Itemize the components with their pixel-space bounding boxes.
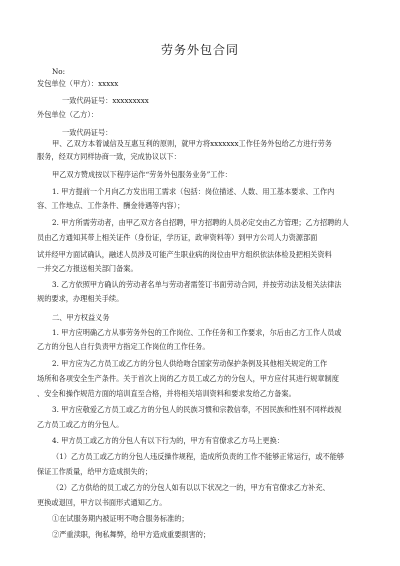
body-line: 乙方员工或乙方的分包人。 xyxy=(37,420,124,429)
body-line: （1）乙方员工或乙方的分包人违反操作规程，造成所负责的工作不能够正常运行，或不能够 xyxy=(52,452,345,461)
document-title: 劳务外包合同 xyxy=(160,43,239,57)
party-b-credit-code: 一致代码证号： xyxy=(62,128,113,137)
body-line: 甲、乙双方本着诚信及互惠互利的原则，就甲方将xxxxxxx工作任务外包给乙方进行劳务 xyxy=(52,139,332,148)
body-line: 甲乙双方赞成按以下程序运作“劳务外包服务业务”工作： xyxy=(52,170,232,179)
body-line: 规的要求，办理相关手续。 xyxy=(37,294,124,303)
body-line: 1. 甲方提前一个月向乙方发出用工需求（包括：岗位描述、人数、用工基本要求、工作内 xyxy=(52,187,335,196)
body-line: 服务，经双方同样协商一致，完成协议以下： xyxy=(37,152,181,161)
body-line: 保证工作质量，给甲方造成损失的； xyxy=(37,467,153,476)
body-line: 员由乙方通知其带上相关证件（身份证，学历证，政审资料等）到甲方公司人力资源部面 xyxy=(37,233,318,242)
body-line: 试并经甲方面试确认，融述人员涉及可能产生职业病的岗位由甲方组织依法体检及把相关资料 xyxy=(37,250,332,259)
body-line: 3. 甲方应敬爱乙方员工或乙方的分包人的民族习惯和宗教信奉，不因民族和性别不同样歧视 xyxy=(52,405,342,414)
body-line: 更换或退回，甲方以书面形式通知乙方。 xyxy=(37,498,167,507)
body-line: 、安全和操作规范方面的培训直至合格，并将相关培训资料和要求发给乙方备案。 xyxy=(37,389,296,398)
body-line: 1. 甲方应明确乙方从事劳务外包的工作岗位、工作任务和工作要求，尔后由乙方工作人员或 xyxy=(52,328,342,337)
party-a-line: 发包单位（甲方）：xxxxx xyxy=(37,79,119,88)
body-line: 2. 甲方应为乙方员工或乙方的分包人供给吻合国家劳动保护条例及其他相关规定的工作 xyxy=(52,359,328,368)
body-line: ②严重渎职，徇私舞弊，给甲方造成重要损害的； xyxy=(52,530,211,539)
body-line: 场所和各项安全生产条件。关于首次上岗的乙方员工或乙方的分包人，甲方应付其进行规章制度 xyxy=(37,374,339,383)
body-line: ①在试服务期内被证明不吻合服务标准的； xyxy=(52,514,189,523)
body-line: 一并交乙方报送相关部门备案。 xyxy=(37,264,138,273)
body-line: 容、工作地点、工作条件、酬金待遇等内容）； xyxy=(37,201,185,210)
body-line: 3. 乙方依照甲方确认的劳动者名单与劳动者需签订书面劳动合同，并按劳动法及相关法律法 xyxy=(52,280,342,289)
body-line: （2）乙方供给的员工或乙方的分包人如有以以下状况之一的，甲方有官僚求乙方补充、 xyxy=(52,483,330,492)
party-a-credit-code: 一致代码证号：xxxxxxxxx xyxy=(62,96,149,105)
body-line: 4. 甲方员工或乙方的分包人有以下行为的，甲方有官僚求乙方马上更换： xyxy=(52,436,284,445)
body-line: 乙方的分包人自行负责甲方指定工作岗位的工作任务。 xyxy=(37,342,210,351)
section-heading: 二、甲方权益义务 xyxy=(52,313,110,322)
body-line: 2. 甲方所需劳动者，由甲乙双方各自招聘，甲方招聘的人员必定交由乙方管理；乙方招聘的人 xyxy=(52,218,349,227)
party-b-line: 外包单位（乙方）： xyxy=(37,110,99,119)
contract-number-label: No: xyxy=(52,67,66,76)
